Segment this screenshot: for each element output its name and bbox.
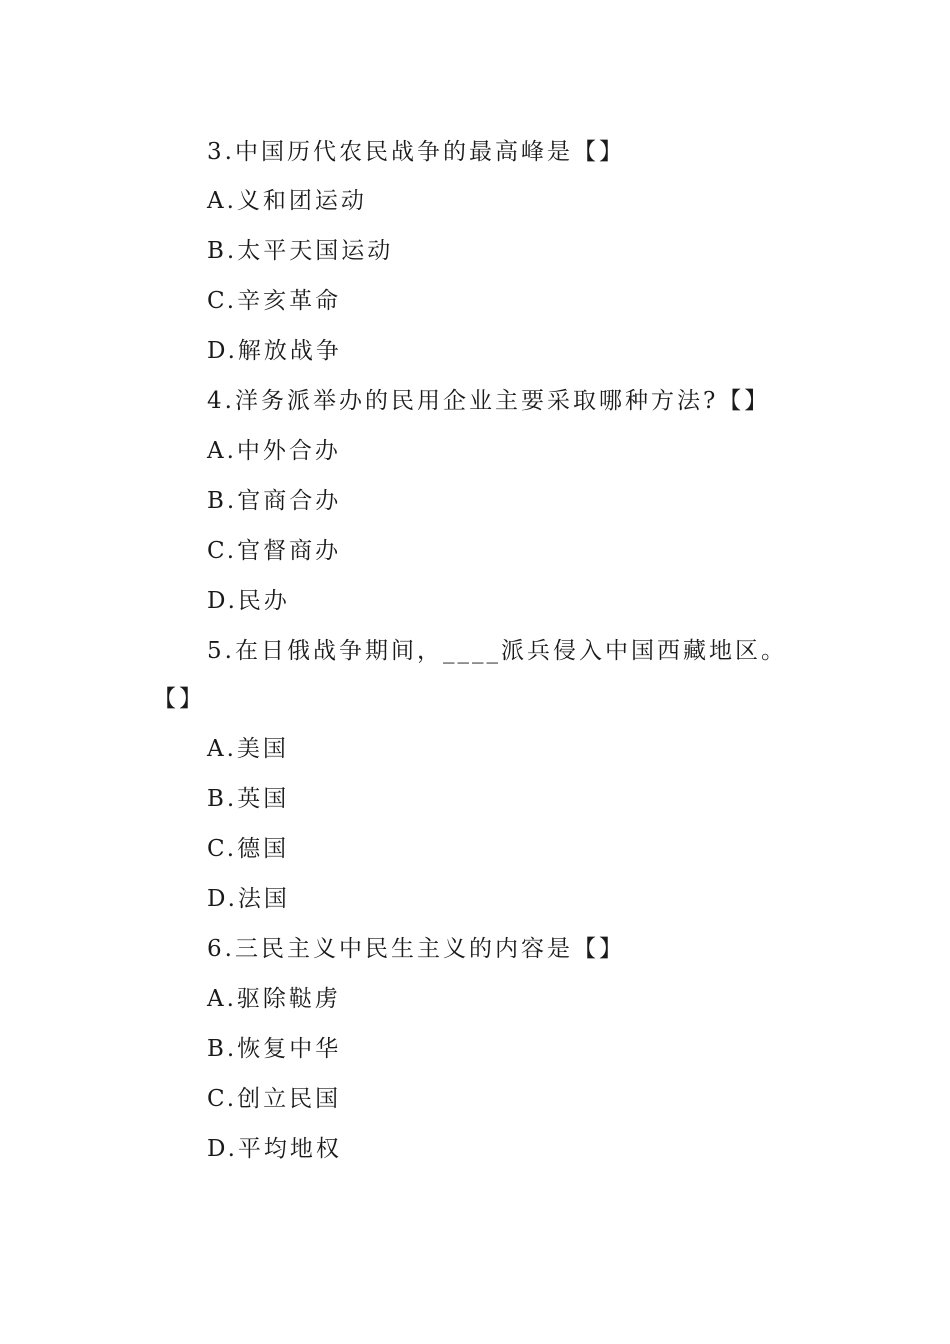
option-d: D.解放战争: [207, 338, 342, 364]
question-stem: 4.洋务派举办的民用企业主要采取哪种方法?【】: [207, 388, 771, 414]
option-c: C.创立民国: [207, 1086, 342, 1112]
question-stem: 5.在日俄战争期间，____派兵侵入中国西藏地区。: [207, 638, 787, 664]
option-c: C.辛亥革命: [207, 288, 342, 314]
option-a: A.美国: [207, 736, 289, 762]
option-d: D.民办: [207, 588, 290, 614]
option-b: B.英国: [207, 786, 290, 812]
option-c: C.德国: [207, 836, 290, 862]
option-b: B.太平天国运动: [207, 238, 394, 264]
option-b: B.官商合办: [207, 488, 342, 514]
option-a: A.义和团运动: [207, 188, 367, 214]
option-b: B.恢复中华: [207, 1036, 342, 1062]
question-stem: 3.中国历代农民战争的最高峰是【】: [207, 139, 625, 165]
question-stem-continuation: 【】: [153, 686, 205, 712]
question-stem: 6.三民主义中民生主义的内容是【】: [207, 936, 625, 962]
option-a: A.中外合办: [207, 438, 341, 464]
option-a: A.驱除鞑虏: [207, 986, 341, 1012]
option-c: C.官督商办: [207, 538, 342, 564]
option-d: D.法国: [207, 886, 290, 912]
option-d: D.平均地权: [207, 1136, 342, 1162]
